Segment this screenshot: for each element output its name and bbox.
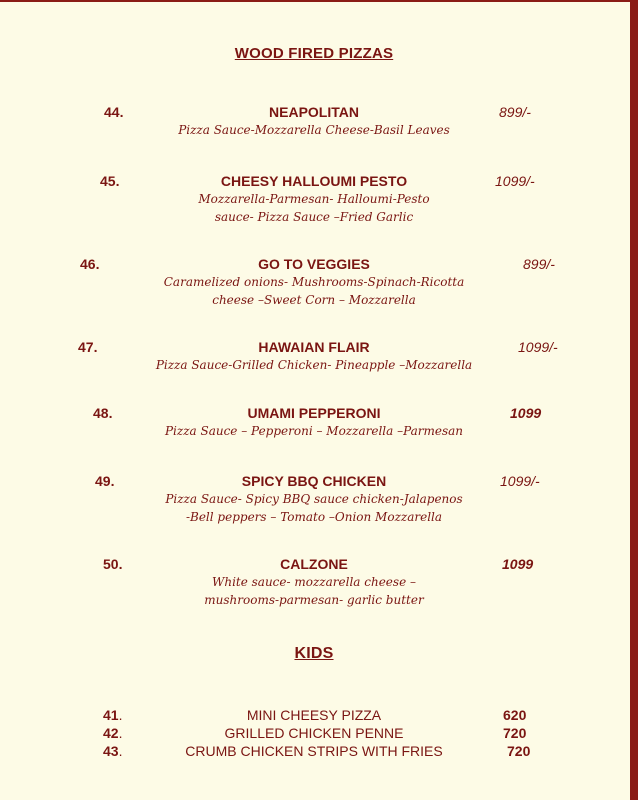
item-number: 50. [103,556,123,572]
menu-item [0,556,628,616]
item-name: HAWAIAN FLAIR [258,339,370,355]
item-price: 1099 [510,405,542,421]
item-description: Pizza Sauce-Grilled Chicken- Pineapple –Mozzarella [155,358,473,372]
menu-item [0,405,628,465]
item-description: Pizza Sauce-Mozzarella Cheese-Basil Leaves [178,123,450,137]
item-number: 48. [93,405,113,421]
menu-item [0,256,628,316]
item-description: Pizza Sauce- Spicy BBQ sauce chicken-Jalapenos [165,492,463,506]
item-number: 42. [103,725,123,741]
item-price: 899/- [499,104,531,120]
item-price: 1099/- [500,473,540,489]
item-number: 45. [100,173,120,189]
item-number: 41. [103,707,123,723]
menu-item [0,104,628,164]
top-border [0,0,638,2]
item-description: Pizza Sauce – Pepperoni – Mozzarella –Parmesan [164,424,464,438]
item-number: 46. [80,256,100,272]
item-description: Mozzarella-Parmesan- Halloumi-Pesto [198,192,430,206]
item-name: CALZONE [280,556,348,572]
item-price: 720 [503,725,527,741]
item-price: 1099 [502,556,534,572]
item-description: Caramelized onions- Mushrooms-Spinach-Ricotta [163,275,465,289]
kids-item [0,725,628,743]
item-name: MINI CHEESY PIZZA [246,707,382,723]
menu-item [0,173,628,233]
item-price: 1099/- [518,339,558,355]
section-title-kids: KIDS [294,645,334,662]
item-number: 43. [103,743,123,759]
item-price: 720 [507,743,531,759]
item-name: GO TO VEGGIES [258,256,370,272]
item-description: mushrooms-parmesan- garlic butter [204,593,424,607]
item-description: cheese –Sweet Corn – Mozzarella [212,293,416,307]
menu-item [0,339,628,399]
section-title-wood-fired-pizzas: WOOD FIRED PIZZAS [234,45,394,62]
item-number: 44. [104,104,124,120]
item-description: White sauce- mozzarella cheese – [212,575,416,589]
item-name: GRILLED CHICKEN PENNE [224,725,404,741]
item-description: sauce- Pizza Sauce –Fried Garlic [214,210,414,224]
item-number: 49. [95,473,115,489]
item-name: NEAPOLITAN [269,104,359,120]
item-description: -Bell peppers – Tomato –Onion Mozzarella [185,510,443,524]
item-name: CRUMB CHICKEN STRIPS WITH FRIES [185,743,443,759]
item-price: 620 [503,707,527,723]
menu-item [0,473,628,533]
item-number: 47. [78,339,98,355]
item-price: 899/- [523,256,555,272]
item-name: UMAMI PEPPERONI [247,405,381,421]
kids-item [0,707,628,725]
item-name: SPICY BBQ CHICKEN [241,473,387,489]
right-border [630,0,638,800]
kids-item [0,743,628,761]
item-price: 1099/- [495,173,535,189]
item-name: CHEESY HALLOUMI PESTO [220,173,408,189]
